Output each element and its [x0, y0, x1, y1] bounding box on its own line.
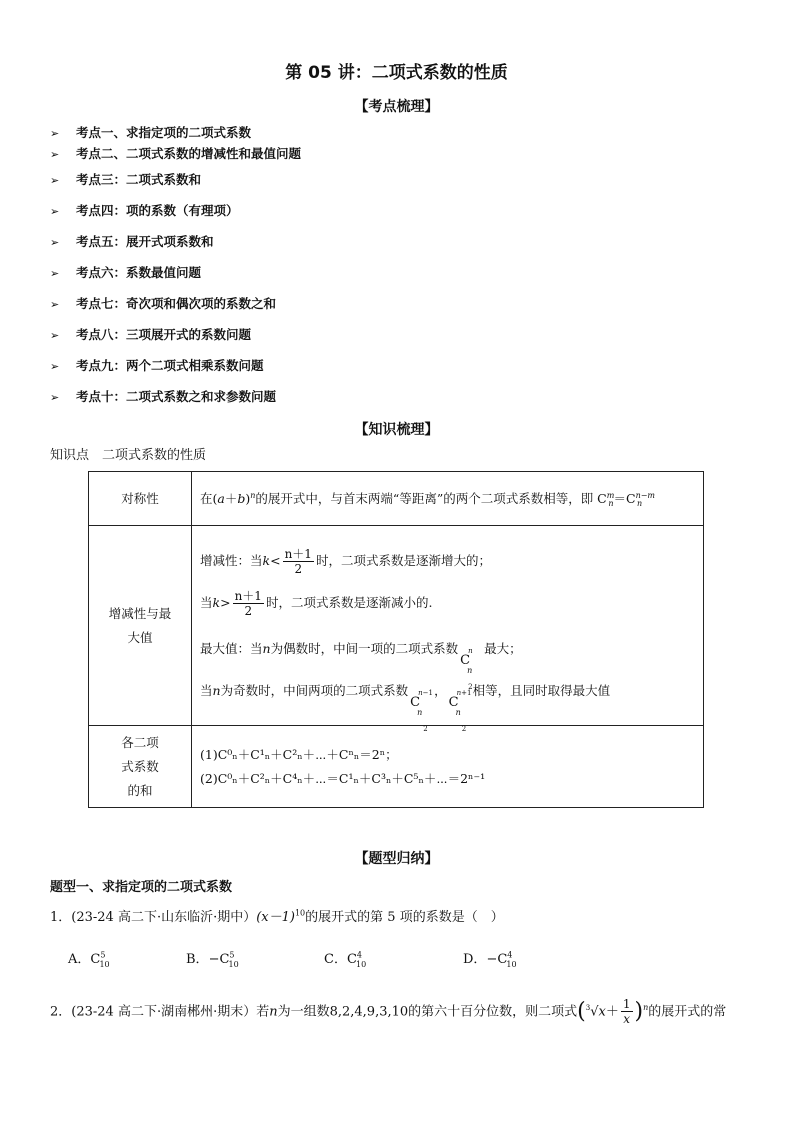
arrow-bullet-icon: ➢: [50, 127, 60, 140]
list-item: ➢ 考点一、求指定项的二项式系数: [50, 125, 252, 140]
table-row: [89, 472, 704, 526]
list-item: ➢ 考点七：奇次项和偶次项的系数之和: [50, 296, 277, 311]
option-b[interactable]: B．$-C^5_{10}$: [186, 950, 239, 969]
option-d[interactable]: D．$-C^4_{10}$: [463, 950, 517, 969]
knowledge-point-heading: 知识点 二项式系数的性质: [50, 448, 207, 463]
list-item: ➢ 考点八：三项展开式的系数问题: [50, 327, 252, 342]
list-item: ➢ 考点六：系数最值问题: [50, 265, 202, 280]
row-label-symmetry: 对称性: [89, 472, 192, 526]
list-item: ➢ 考点四：项的系数（有理项）: [50, 203, 239, 218]
list-item: ➢ 考点九：两个二项式相乘系数问题: [50, 358, 264, 373]
section-zhishi: 【知识梳理】: [354, 422, 439, 438]
row-label-monotonicity: 增减性与最 大值: [89, 526, 192, 726]
option-a[interactable]: A．$C^5_{10}$: [68, 950, 110, 969]
max-odd-line: 当n为奇数时，中间两项的二项式系数 C n−1 2 n ， C n+1 2 n 相等，且同时取得最大值: [200, 673, 695, 709]
arrow-bullet-icon: ➢: [50, 236, 60, 249]
increase-line: 增减性：当k< $\frac{n+1}{2}$ 时，二项式系数是逐渐增大的；: [200, 546, 491, 576]
arrow-bullet-icon: ➢: [50, 148, 60, 161]
binomial-coefficient: C n 2 n: [460, 647, 473, 691]
question-1: 1．(23-24 高二下·山东临沂·期中）$(x-1)^{10}$的展开式的第 5 项的系数是（ ）: [50, 908, 504, 925]
table-row: [89, 526, 704, 726]
arrow-bullet-icon: ➢: [50, 267, 60, 280]
binomial-coefficient: C n−1 2 n: [410, 689, 433, 733]
list-item: ➢ 考点十：二项式系数之和求参数问题: [50, 389, 277, 404]
page-title: 第 05 讲：二项式系数的性质: [285, 63, 508, 83]
arrow-bullet-icon: ➢: [50, 391, 60, 404]
section-kaodian: 【考点梳理】: [354, 99, 439, 115]
list-item: ➢ 考点三：二项式系数和: [50, 172, 202, 187]
table-row: [89, 726, 704, 808]
max-even-line: 最大值：当n为偶数时，中间一项的二项式系数 C n 2 n 最大；: [200, 631, 695, 667]
decrease-line: 当k> $\frac{n+1}{2}$ 时，二项式系数是逐渐减小的.: [200, 588, 433, 618]
list-item: ➢ 考点五：展开式项系数和: [50, 234, 214, 249]
monotonicity-text: [192, 526, 704, 733]
arrow-bullet-icon: ➢: [50, 360, 60, 373]
fraction: $\frac{n+1}{2}$: [234, 588, 262, 618]
question-type-heading: 题型一、求指定项的二项式系数: [50, 880, 233, 895]
arrow-bullet-icon: ➢: [50, 329, 60, 342]
binomial-coefficient: C n+1 2 n: [448, 689, 472, 733]
symmetry-text: 在$(a+b)^n$的展开式中，与首末两端“等距离”的两个二项式系数相等，即 $C^m_n=C^{n-m}_n$: [192, 472, 704, 526]
fraction: $\frac{1}{x}$: [622, 997, 631, 1027]
properties-table: [88, 471, 704, 808]
option-c[interactable]: C．$C^4_{10}$: [324, 950, 367, 969]
fraction: $\frac{n+1}{2}$: [284, 546, 312, 576]
arrow-bullet-icon: ➢: [50, 174, 60, 187]
sum-text: (1)C⁰ₙ＋C¹ₙ＋C²ₙ＋⋯＋Cⁿₙ＝2ⁿ； (2)C⁰ₙ＋C²ₙ＋C⁴ₙ＋⋯＝C¹ₙ＋C³ₙ＋C⁵ₙ＋⋯＝2ⁿ⁻¹: [192, 726, 704, 808]
question-2: 2．(23-24 高二下·湖南郴州·期末）若n为一组数8,2,4,9,3,10的第六十百分位数，则二项式($^3$√x＋ $\frac{1}{x}$ )$^n$的展开式的常: [50, 997, 727, 1027]
row-label-sum: 各二项 式系数 的和: [89, 726, 192, 808]
arrow-bullet-icon: ➢: [50, 298, 60, 311]
section-tixing: 【题型归纳】: [354, 851, 439, 867]
arrow-bullet-icon: ➢: [50, 205, 60, 218]
list-item: ➢ 考点二、二项式系数的增减性和最值问题: [50, 146, 302, 161]
